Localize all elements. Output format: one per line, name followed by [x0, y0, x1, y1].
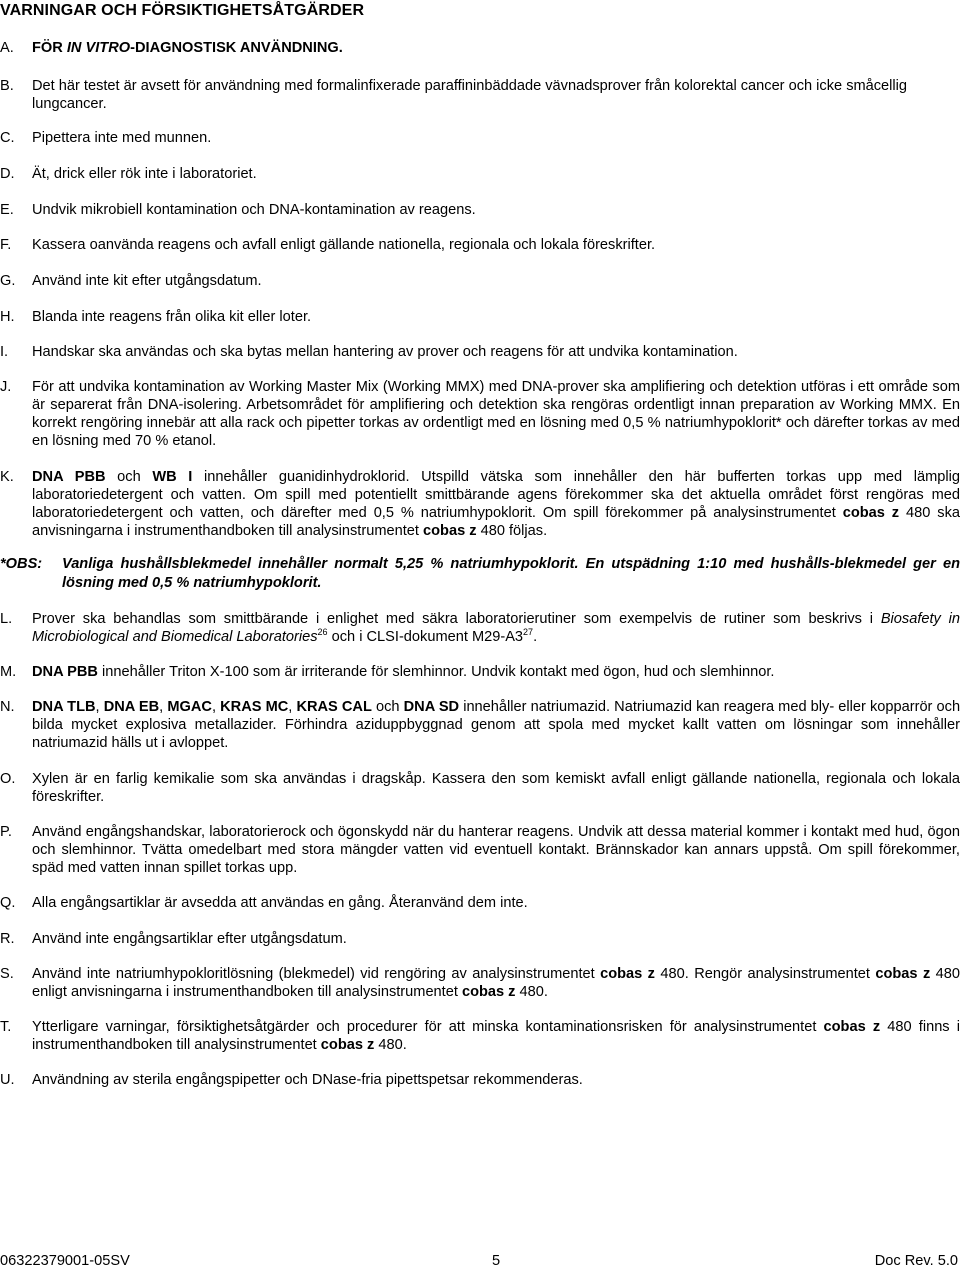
- item-label: U.: [0, 1072, 15, 1088]
- list-item-e: [0, 201, 960, 219]
- item-label: N.: [0, 699, 15, 715]
- item-text: Använd inte engångsartiklar efter utgångsdatum.: [32, 931, 347, 947]
- list-item-i: [0, 343, 960, 361]
- list-item-b: [0, 77, 960, 113]
- item-text: Användning av sterila engångspipetter och DNase-fria pipettspetsar rekommenderas.: [32, 1072, 583, 1088]
- item-text: Använd inte kit efter utgångsdatum.: [32, 273, 262, 289]
- list-item-c: [0, 129, 960, 147]
- item-label: S.: [0, 966, 14, 982]
- item-label: D.: [0, 166, 15, 182]
- item-label: C.: [0, 130, 15, 146]
- item-text: För att undvika kontamination av Working Master Mix (Working MMX) med DNA-prover ska amplifiering och detektion utföras i ett område som är separerat från DNA-isolering. Arbetsområdet för amplifiering och detektion ska rengöras ordentligt innan preparation av Working MMX. En korrekt rengöring innebär att alla rack och pipetter torkas av ordentligt med en lösning med 0,5 % natriumhypoklorit* och därefter torkas av med en lösning med 70 % etanol.: [32, 379, 960, 449]
- page-number: 5: [492, 1253, 501, 1269]
- item-label: F.: [0, 237, 12, 253]
- item-text: Undvik mikrobiell kontamination och DNA-kontamination av reagens.: [32, 202, 476, 218]
- doc-number: 06322379001-05SV: [0, 1253, 130, 1269]
- list-item-j: [0, 378, 960, 450]
- item-label: K.: [0, 469, 14, 485]
- list-item-s: S. Använd inte natriumhypokloritlösning (blekmedel) vid rengöring av analysinstrumentet cobas z 480. Rengör analysinstrumentet cobas z 480 enligt anvisningarna i instrumenthandboken till analysinstrumentet cobas z 480.: [0, 966, 960, 1000]
- item-label: O.: [0, 771, 16, 787]
- item-text: Använd engångshandskar, laboratorierock och ögonskydd när du hanterar reagens. Undvik att dessa material kommer i kontakt med hud, ögon och slemhinnor. Tvätta omedelbart med stora mängder vatten vid eventuell kontakt. Brännskador kan annars uppstå. Om spill förekommer, späd med vatten innan spillet torkas upp.: [32, 824, 960, 876]
- section-title: VARNINGAR OCH FÖRSIKTIGHETSÅTGÄRDER: [0, 2, 365, 19]
- item-label: R.: [0, 931, 15, 947]
- item-label: T.: [0, 1019, 12, 1035]
- note-block: [0, 555, 960, 593]
- list-item-g: [0, 272, 960, 290]
- list-item-a: A. FÖR IN VITRO-DIAGNOSTISK ANVÄNDNING.: [0, 40, 343, 56]
- item-label: G.: [0, 273, 16, 289]
- item-text: Kassera oanvända reagens och avfall enligt gällande nationella, regionala och lokala föreskrifter.: [32, 237, 656, 253]
- item-label: L.: [0, 611, 13, 627]
- list-item-l: L. Prover ska behandlas som smittbärande i enlighet med säkra laboratorierutiner som exempelvis de rutiner som beskrivs i Biosafety in Microbiological and Biomedical Laboratories$^{26}$ och i CLSI-dokument $M29-A3^{27}$.: [0, 611, 960, 645]
- note-label: *OBS:: [0, 556, 43, 572]
- list-item-m: M. DNA PBB innehåller Triton X-100 som är irriterande för slemhinnor. Undvik kontakt med ögon, hud och slemhinnor.: [0, 664, 775, 680]
- list-item-p: [0, 823, 960, 877]
- list-item-d: [0, 165, 960, 183]
- item-label: P.: [0, 824, 12, 840]
- item-text: Alla engångsartiklar är avsedda att användas en gång. Återanvänd dem inte.: [32, 895, 528, 911]
- list-item-t: T. Ytterligare varningar, försiktighetsåtgärder och procedurer för att minska kontaminationsrisken för analysinstrumentet cobas z 480 finns i instrumenthandboken till analysinstrumentet cobas z 480.: [0, 1019, 960, 1053]
- item-label: E.: [0, 202, 14, 218]
- list-item-r: [0, 930, 960, 948]
- item-text: Pipettera inte med munnen.: [32, 130, 212, 146]
- item-text: Blanda inte reagens från olika kit eller loter.: [32, 309, 312, 325]
- item-label: A.: [0, 40, 14, 56]
- list-item-n: N. DNA TLB, DNA EB, MGAC, KRAS MC, KRAS CAL och DNA SD innehåller natriumazid. Natriumazid kan reagera med bly- eller kopparrör och bilda mycket explosiva metallazider. Förhindra aziduppbyggnad genom att spola med mycket kallt vatten om lösningar som innehåller natriumazid hälls ut i avloppet.: [0, 699, 960, 751]
- doc-revision: Doc Rev. 5.0: [874, 1253, 958, 1269]
- item-text: Handskar ska användas och ska bytas mellan hantering av prover och reagens för att undvika kontamination.: [32, 344, 738, 360]
- item-text: Det här testet är avsett för användning med formalinfixerade paraffininbäddade vävnadsprover från kolorektal cancer och icke småcellig lungcancer.: [32, 78, 908, 112]
- note-text: Vanliga hushållsblekmedel innehåller normalt 5,25 % natriumhypoklorit. En utspädning 1:10 med hushålls-blekmedel ger en lösning med 0,5 % natriumhypoklorit.: [62, 556, 960, 591]
- item-label: J.: [0, 379, 12, 395]
- list-item-h: [0, 308, 960, 326]
- item-text: Ät, drick eller rök inte i laboratoriet.: [32, 166, 257, 182]
- list-item-o: [0, 770, 960, 806]
- list-item-q: [0, 894, 960, 912]
- item-label: I.: [0, 344, 9, 360]
- item-label: Q.: [0, 895, 16, 911]
- item-label: B.: [0, 78, 14, 94]
- item-label: M.: [0, 664, 17, 680]
- item-text: Xylen är en farlig kemikalie som ska användas i dragskåp. Kassera den som kemiskt avfall enligt gällande nationella, regionala och lokala föreskrifter.: [32, 771, 960, 805]
- list-item-u: [0, 1071, 960, 1089]
- list-item-k: K. DNA PBB och WB I innehåller guanidinhydroklorid. Utspilld vätska som innehåller den här bufferten torkas upp med lämplig laboratoriedetergent och vatten. Om spill med potentiellt smittbärande agens förekommer ska det aktuella området först rengöras med laboratoriedetergent och vatten, och därefter med 0,5 % natriumhypoklorit. Om spill förekommer på analysinstrumentet cobas z 480 ska anvisningarna i instrumenthandboken till analysinstrumentet cobas z 480 följas.: [0, 469, 960, 539]
- list-item-f: [0, 236, 960, 254]
- item-label: H.: [0, 309, 15, 325]
